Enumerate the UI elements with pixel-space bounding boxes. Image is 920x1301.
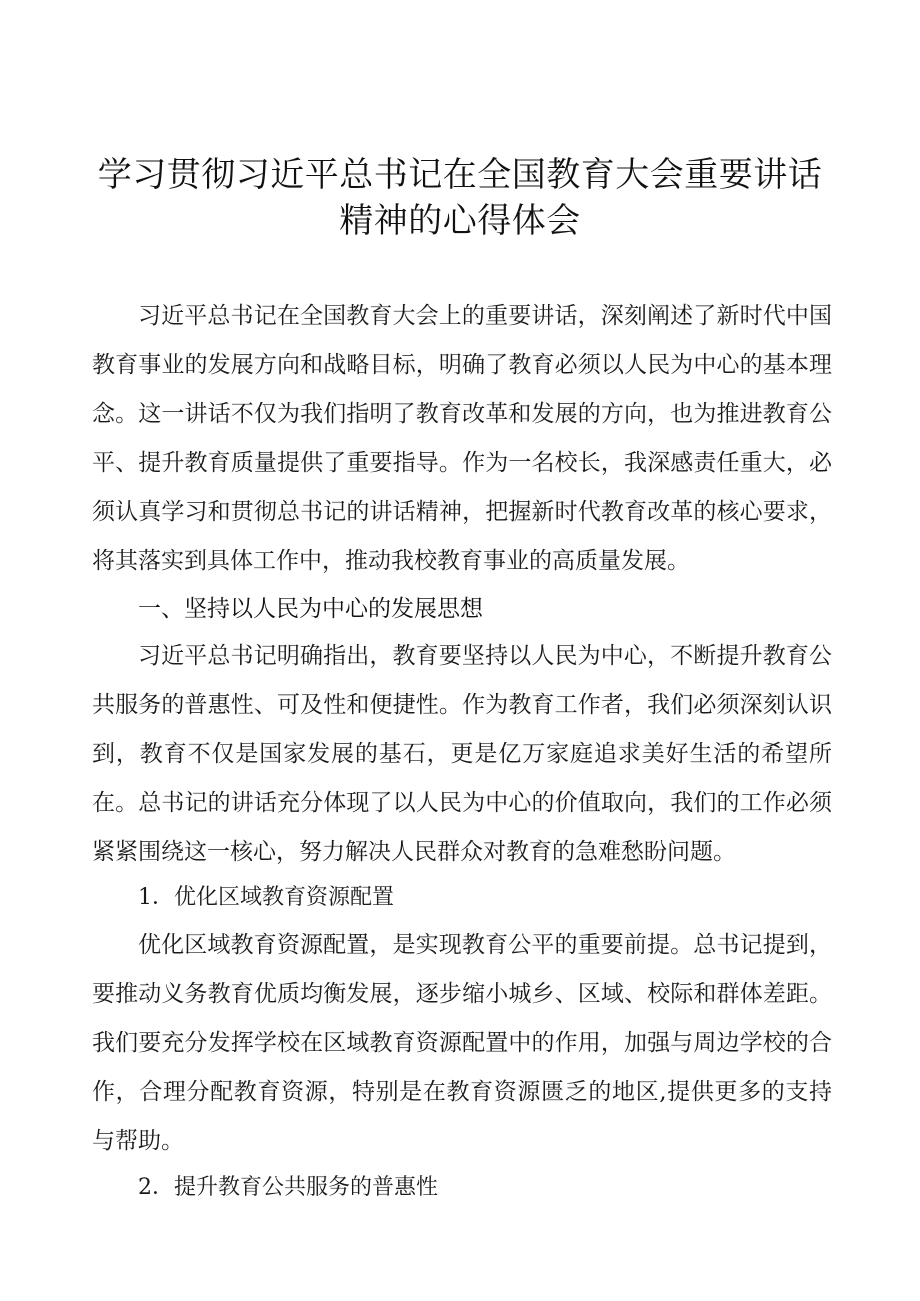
- document-title-line-1: 学习贯彻习近平总书记在全国教育大会重要讲话: [97, 155, 823, 195]
- subsection-1-heading: 1．优化区域教育资源配置: [138, 885, 394, 910]
- subsection-1-paragraph: 优化区域教育资源配置，是实现教育公平的重要前提。总书记提到，要推动义务教育优质均衡发展，逐步缩小城乡、区域、校际和群体差距。我们要充分发挥学校在区域教育资源配置中的作用，加强与周边学校的合作，合理分配教育资源，特别是在教育资源匮乏的地区,提供更多的支持与帮助。: [92, 932, 832, 1154]
- section-1-paragraph: 习近平总书记明确指出，教育要坚持以人民为中心，不断提升教育公共服务的普惠性、可及性和便捷性。作为教育工作者，我们必须深刻认识到，教育不仅是国家发展的基石，更是亿万家庭追求美好生活的希望所在。总书记的讲话充分体现了以人民为中心的价值取向，我们的工作必须紧紧围绕这一核心，努力解决人民群众对教育的急难愁盼问题。: [92, 643, 832, 865]
- document-title-line-2: 精神的心得体会: [339, 201, 581, 241]
- subsection-2-heading: 2．提升教育公共服务的普惠性: [138, 1175, 438, 1200]
- section-1-heading: 一、坚持以人民为中心的发展思想: [138, 596, 483, 622]
- intro-paragraph: 习近平总书记在全国教育大会上的重要讲话，深刻阐述了新时代中国教育事业的发展方向和战略目标，明确了教育必须以人民为中心的基本理念。这一讲话不仅为我们指明了教育改革和发展的方向，也为推进教育公平、提升教育质量提供了重要指导。作为一名校长，我深感责任重大，必须认真学习和贯彻总书记的讲话精神，把握新时代教育改革的核心要求，将其落实到具体工作中，推动我校教育事业的高质量发展。: [92, 303, 832, 574]
